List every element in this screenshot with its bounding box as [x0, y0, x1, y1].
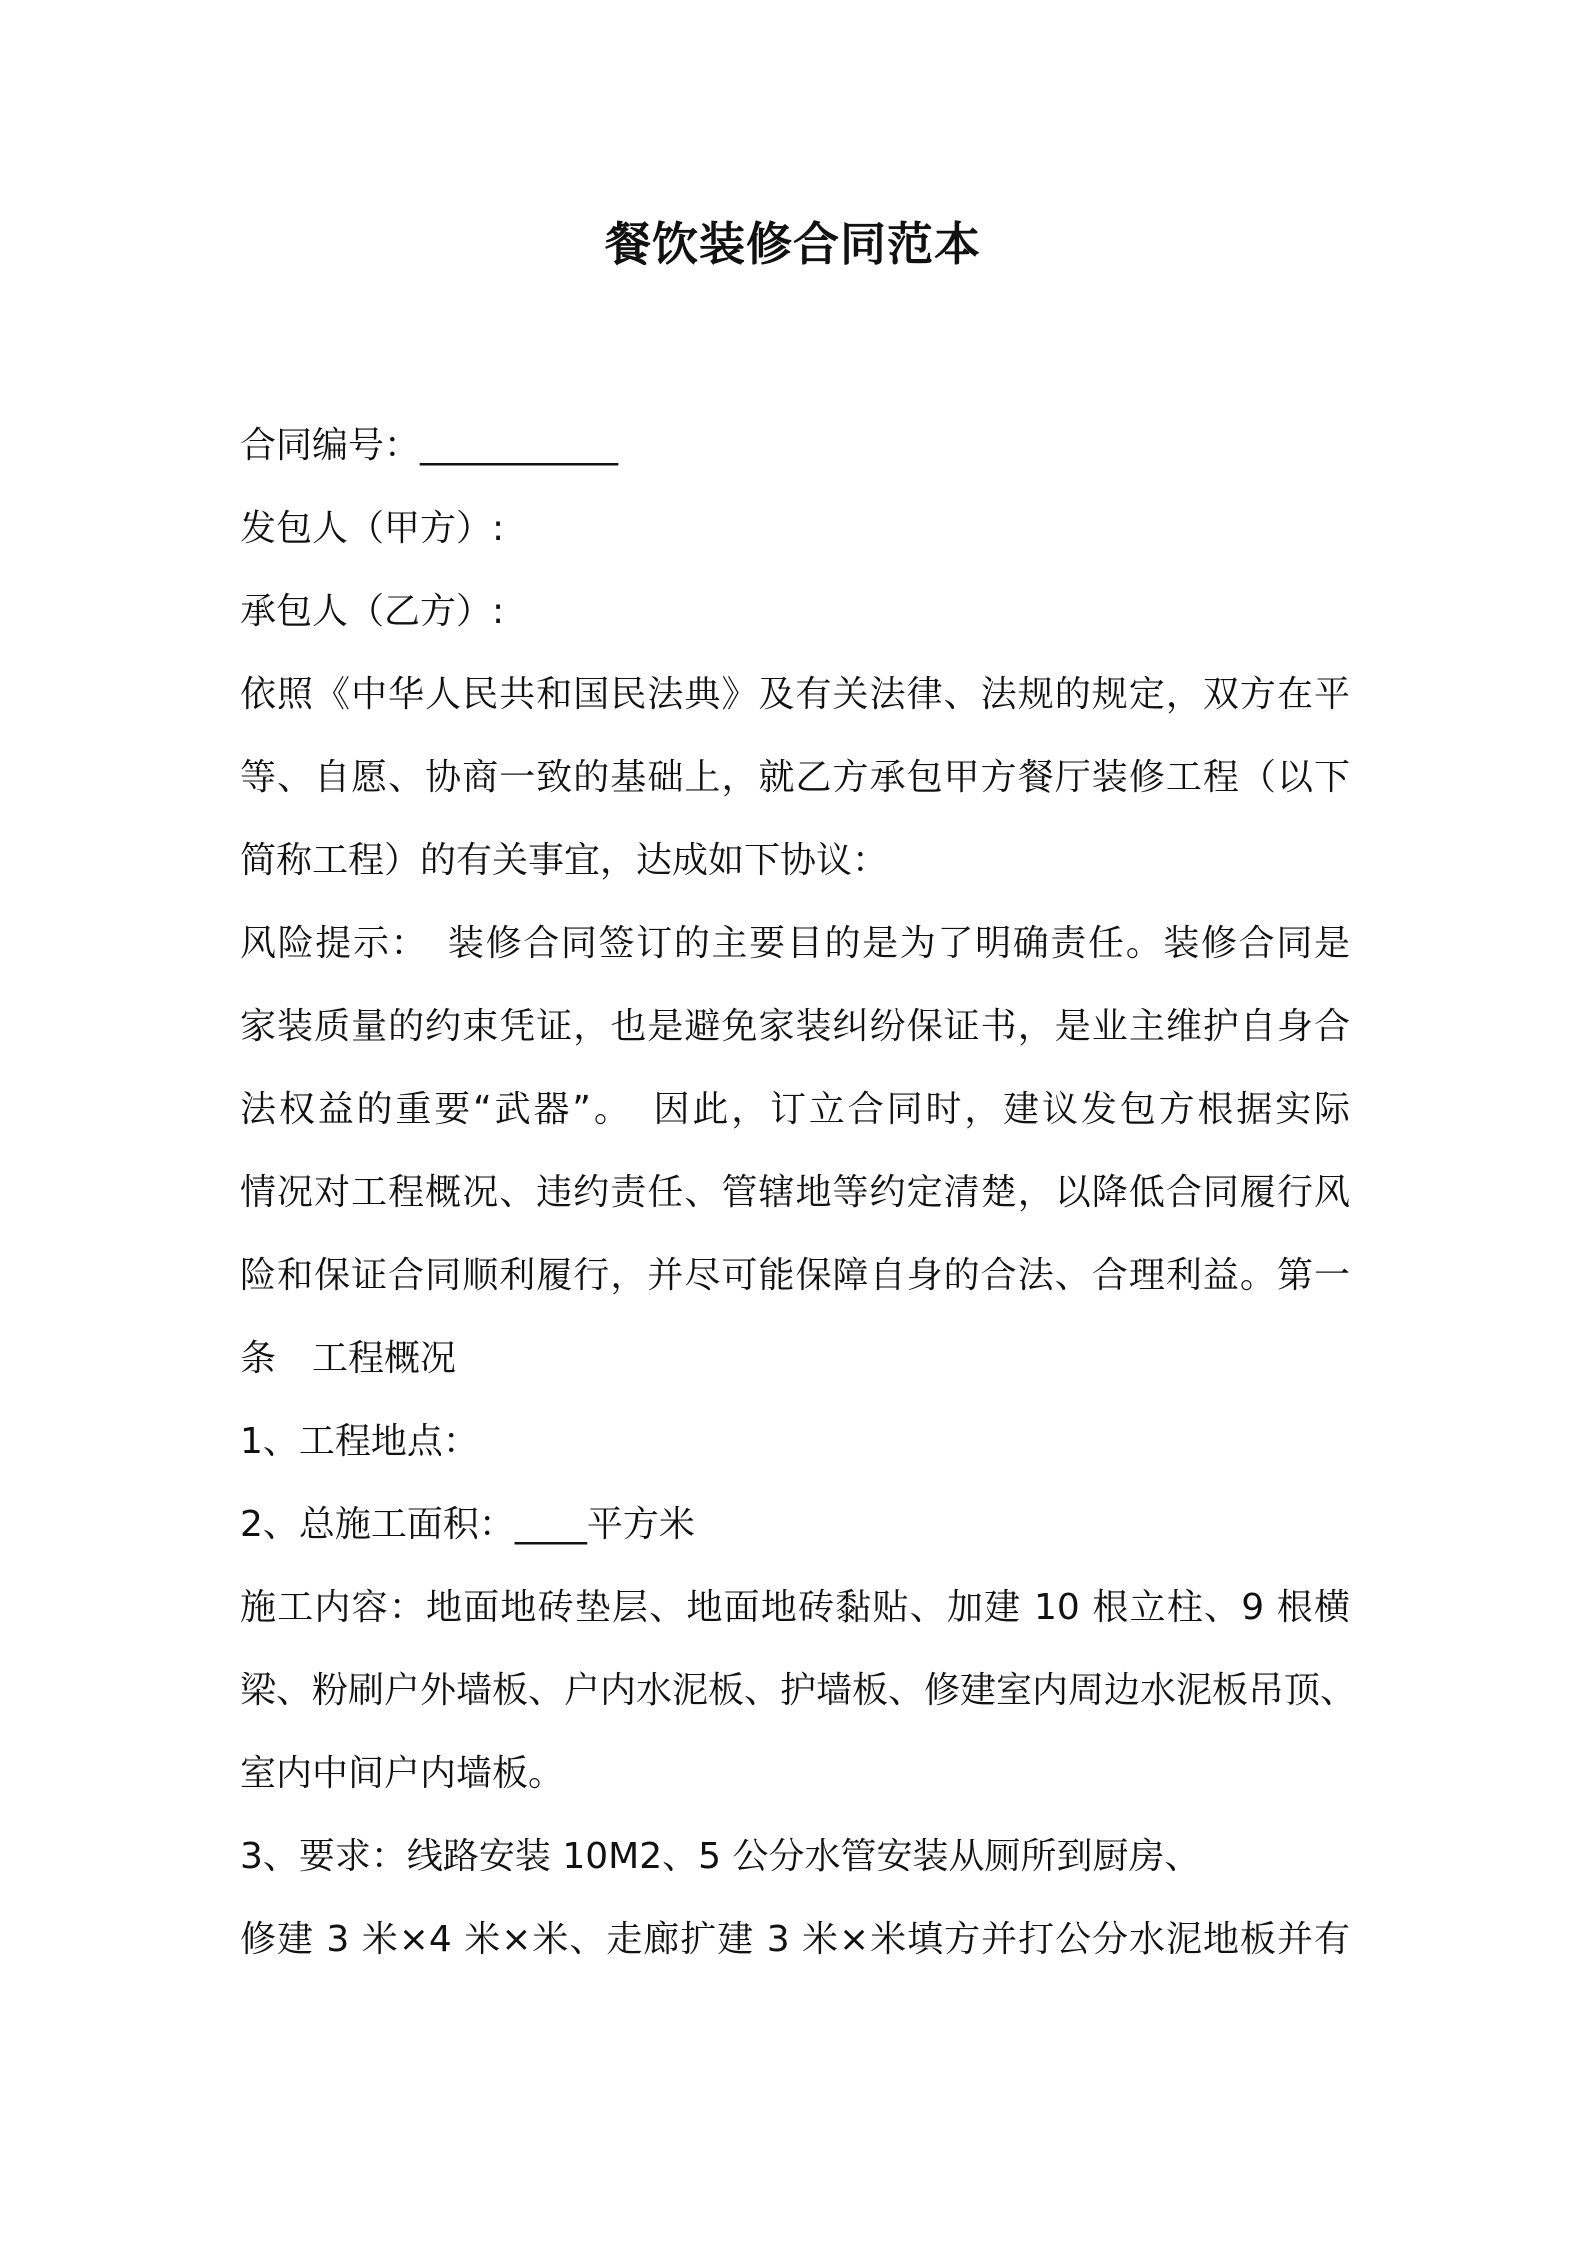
preamble-line-3: 简称工程）的有关事宜，达成如下协议： [240, 840, 889, 881]
scope-line-3: 室内中间户内墙板。 [240, 1753, 565, 1794]
document-body [240, 404, 1357, 1981]
scope-line-1: 施工内容：地面地砖垫层、地面地砖黏贴、加建 10 根立柱、9 根横 [240, 1587, 1350, 1628]
requirements-line-2: 修建 3 米×4 米×米、走廊扩建 3 米×米填方并打公分水泥地板并有 [240, 1919, 1350, 1960]
risk-notice-line-1: 风险提示： 装修合同签订的主要目的是为了明确责任。装修合同是 [240, 923, 1350, 964]
risk-notice-line-2: 家装质量的约束凭证，也是避免家装纠纷保证书，是业主维护自身合 [240, 1006, 1350, 1047]
risk-notice-line-3: 法权益的重要“武器”。 因此，订立合同时，建议发包方根据实际 [240, 1089, 1350, 1130]
preamble-line-1: 依照《中华人民共和国民法典》及有关法律、法规的规定，双方在平 [240, 674, 1350, 715]
party-b-line: 承包人（乙方）: [240, 591, 505, 632]
document-title: 餐饮装修合同范本 [605, 217, 981, 271]
project-location-line: 1、工程地点： [240, 1421, 479, 1462]
article-one-heading: 条 工程概况 [240, 1338, 457, 1379]
scope-line-2: 梁、粉刷户外墙板、户内水泥板、护墙板、修建室内周边水泥板吊顶、 [240, 1670, 1357, 1711]
requirements-line-1: 3、要求：线路安装 10M2、5 公分水管安装从厕所到厨房、 [240, 1836, 1201, 1877]
risk-notice-line-4: 情况对工程概况、违约责任、管辖地等约定清楚，以降低合同履行风 [240, 1172, 1350, 1213]
preamble-line-2: 等、自愿、协商一致的基础上，就乙方承包甲方餐厅装修工程（以下 [240, 757, 1350, 798]
total-area-line: 2、总施工面积：____平方米 [240, 1504, 695, 1545]
contract-number-line: 合同编号：___________ [240, 425, 619, 466]
risk-notice-line-5: 险和保证合同顺利履行，并尽可能保障自身的合法、合理利益。第一 [240, 1255, 1350, 1296]
party-a-line: 发包人（甲方）: [240, 508, 505, 549]
